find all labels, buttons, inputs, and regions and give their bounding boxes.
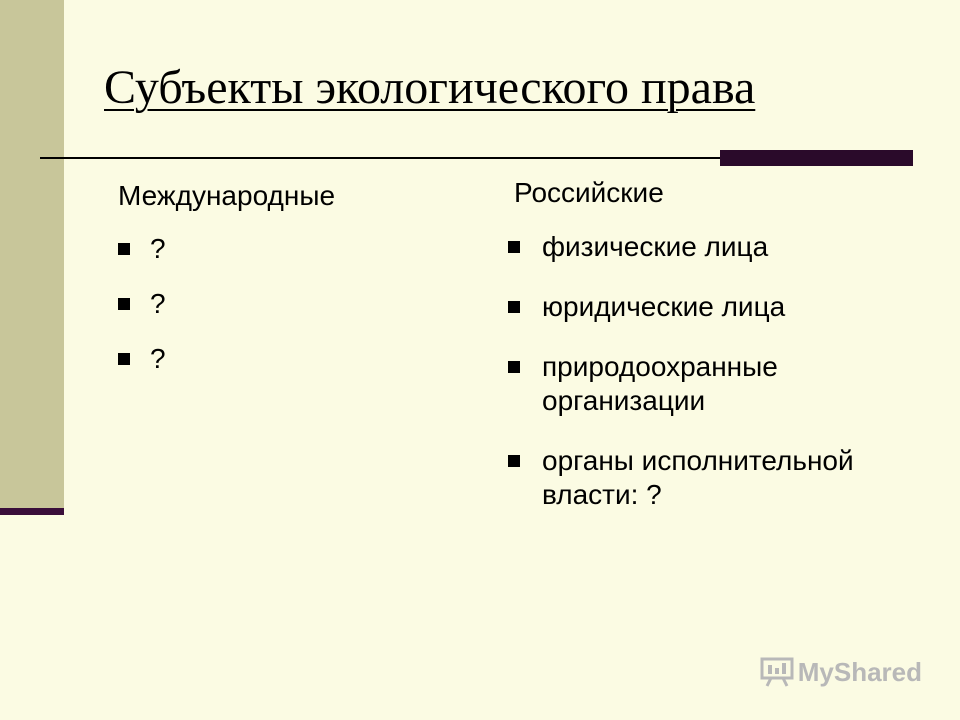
list-item: [508, 444, 948, 512]
list-item: [508, 230, 948, 264]
list-item-text: физические лица: [542, 231, 769, 262]
list-item: [508, 290, 948, 324]
title-divider-line: [40, 157, 720, 159]
list-item: [508, 350, 948, 418]
list-item: [118, 342, 166, 397]
russian-list: [508, 230, 948, 538]
presentation-screen-icon: [760, 656, 794, 688]
list-item: [118, 232, 166, 287]
slide-title: Субъекты экологического права: [104, 61, 756, 114]
square-bullet-icon: [508, 241, 520, 253]
watermark: [760, 656, 922, 688]
international-list: [118, 232, 166, 397]
square-bullet-icon: [118, 243, 130, 255]
square-bullet-icon: [508, 301, 520, 313]
square-bullet-icon: [118, 298, 130, 310]
left-accent-bar: [0, 508, 64, 515]
russian-heading: Российские: [514, 177, 664, 208]
title-divider-accent: [720, 150, 913, 166]
list-item-text: природоохранные организации: [542, 351, 778, 416]
list-item-text: ?: [150, 288, 166, 319]
square-bullet-icon: [118, 353, 130, 365]
square-bullet-icon: [508, 361, 520, 373]
square-bullet-icon: [508, 455, 520, 467]
list-item: [118, 287, 166, 342]
watermark-text: MyShared: [797, 656, 922, 687]
list-item-text: органы исполнительной власти: ?: [542, 445, 854, 510]
international-heading: Международные: [118, 180, 336, 211]
left-decorative-band: [0, 0, 64, 510]
list-item-text: ?: [150, 233, 166, 264]
list-item-text: юридические лица: [542, 291, 786, 322]
list-item-text: ?: [150, 343, 166, 374]
